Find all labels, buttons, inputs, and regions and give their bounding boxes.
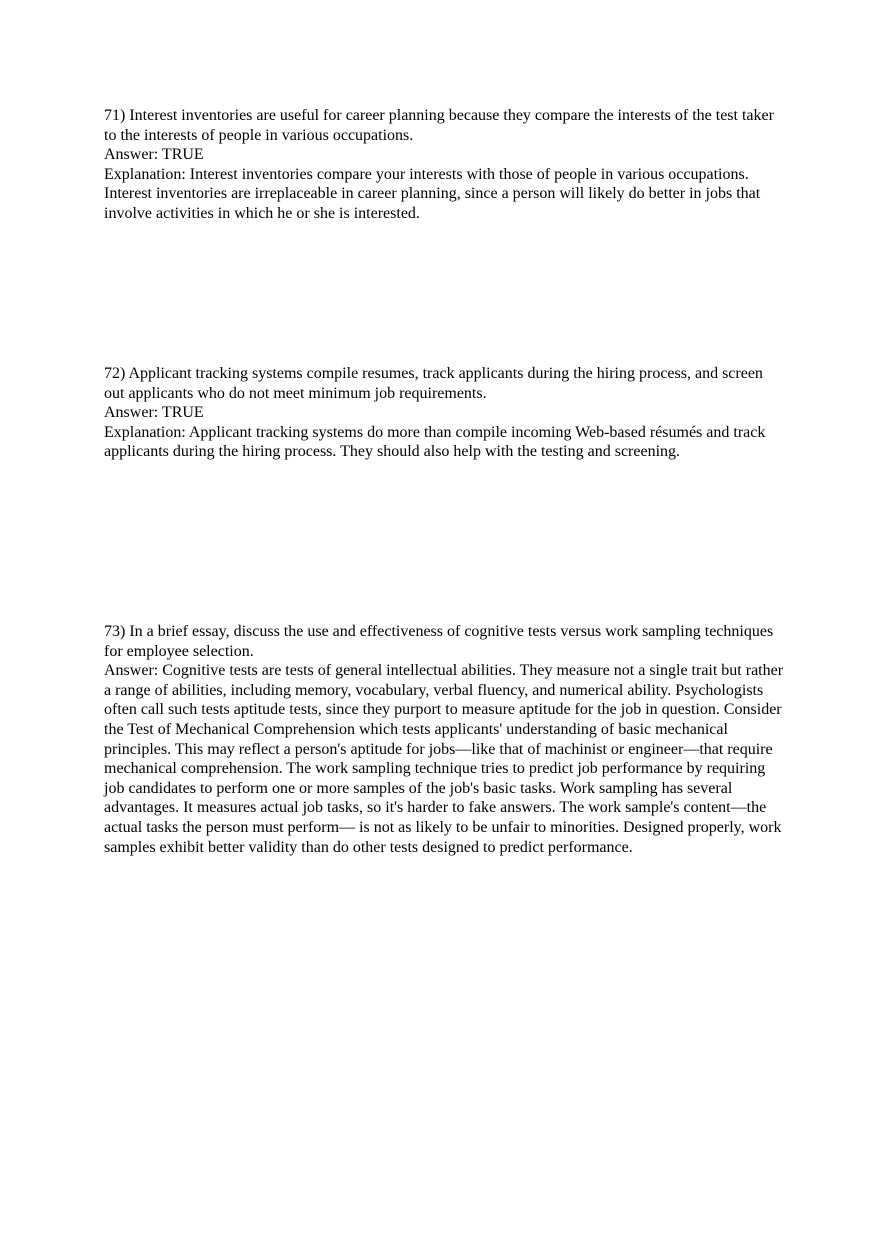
question-72-text: 72) Applicant tracking systems compile resumes, track applicants during the hiring process, and screen out applicants who do not meet minimum job requirements.: [104, 365, 763, 402]
question-71-explanation: Explanation: Interest inventories compare your interests with those of people in various occupations. Interest inventories are irreplaceable in career planning, since a person will likely do better in jobs that involve activities in which he or she is interested.: [104, 165, 761, 222]
question-71-answer: Answer: TRUE: [104, 146, 204, 164]
question-73: [104, 622, 784, 857]
question-72-explanation: Explanation: Applicant tracking systems do more than compile incoming Web-based résumés and track applicants during the hiring process. They should also help with the testing and screening.: [104, 423, 766, 461]
question-73-answer: Answer: Cognitive tests are tests of general intellectual abilities. They measure not a single trait but rather a range of abilities, including memory, vocabulary, verbal fluency, and numerical ability. Psychologists often call such tests aptitude tests, since they purport to measure aptitude for the job in question. Consider the Test of Mechanical Comprehension which tests applicants' understanding of basic mechanical principles. This may reflect a person's aptitude for jobs—like that of machinist or engineer—that require mechanical comprehension. The work sampling technique tries to predict job performance by requiring job candidates to perform one or more samples of the job's basic tasks. Work sampling has several advantages. It measures actual job tasks, so it's harder to fake answers. The work sample's content—the actual tasks the person must perform— is not as likely to be unfair to minorities. Designed properly, work samples exhibit better validity than do other tests designed to predict performance.: [104, 662, 784, 856]
question-73-text: 73) In a brief essay, discuss the use and effectiveness of cognitive tests versus work sampling techniques for employee selection.: [104, 623, 774, 660]
question-71: [104, 106, 784, 224]
question-71-text: 71) Interest inventories are useful for career planning because they compare the interests of the test taker to the interests of people in various occupations.: [104, 107, 774, 144]
question-72: [104, 364, 784, 462]
question-72-answer: Answer: TRUE: [104, 404, 204, 422]
